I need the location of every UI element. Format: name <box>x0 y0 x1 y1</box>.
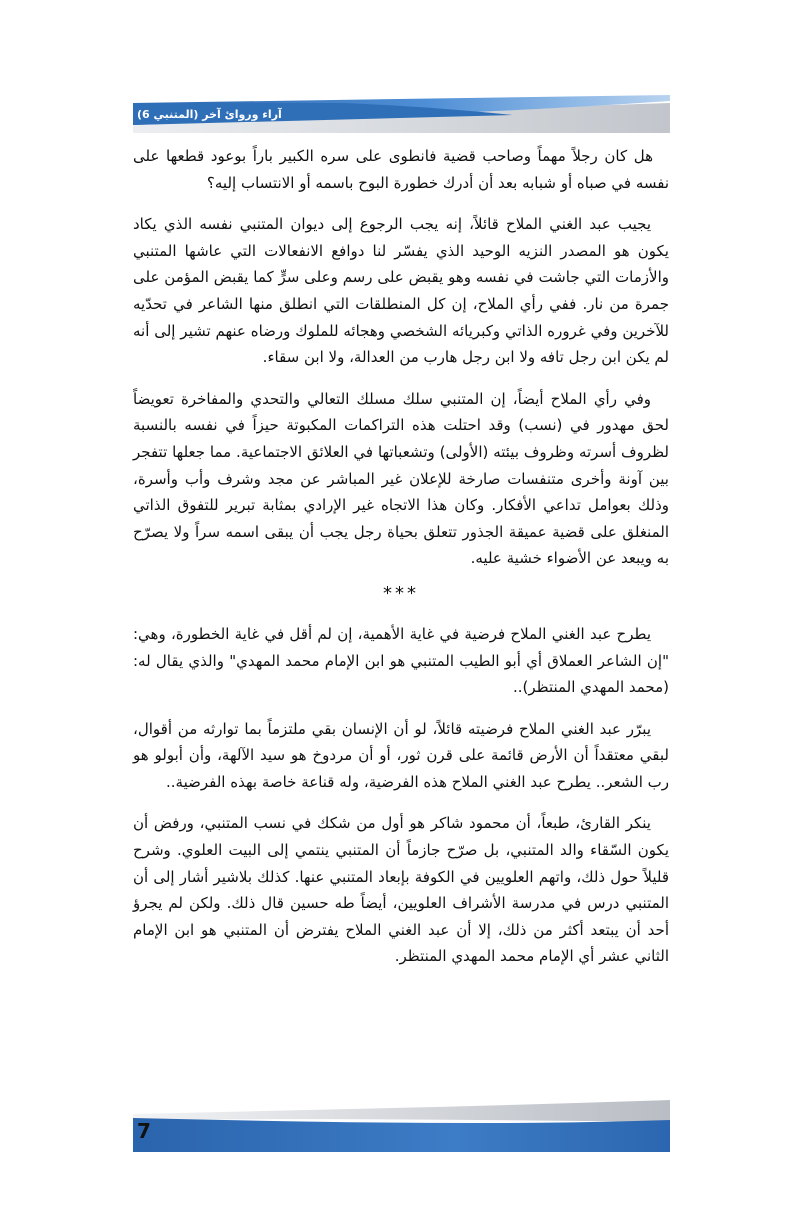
paragraph-3: وفي رأي الملاح أيضاً، إن المتنبي سلك مسلك التعالي والتحدي والمفاخرة تعويضاً لحق مهدور في (نسب) وقد احتلت هذه التراكمات المكبوتة حيزاً في نفسه بالنسبة لظروف أسرته وظروف بيئته (الأولى) وتشعباتها في العلائق الاجتماعية. مما جعلها تتفجر بين آونة وأخرى متنفسات صارخة للإعلان غير المباشر عن مجد وشرف وأب وأسرة، وذلك بعوامل تداعي الأفكار. وكان هذا الاتجاه غير الإرادي بمثابة تبرير للتفوق الذاتي المنغلق على قضية عميقة الجذور تتعلق بحياة رجل يجب أن يبقى اسمه سراً ولا يصرّح به ويبعد عن الأضواء خشية عليه. <box>133 389 669 568</box>
footer-band <box>133 1100 670 1152</box>
paragraph-5: يبرّر عبد الغني الملاح فرضيته قائلاً، لو أن الإنسان بقي ملتزماً بما توارثه من أقوال، لبقي معتقداً أن الأرض قائمة على قرن ثور، أو أن مردوخ هو سيد الآلهة، وأن أبولو هو رب الشعر.. يطرح عبد الغني الملاح هذه الفرضية، وله قناعة خاصة بهذه الفرضية.. <box>133 719 669 791</box>
paragraph-4: يطرح عبد الغني الملاح فرضية في غاية الأهمية، إن لم أقل في غاية الخطورة، وهي: "إن الشاعر العملاق أي أبو الطيب المتنبي هو ابن الإمام محمد المهدي" والذي يقال له: (محمد المهدي المنتظر).. <box>133 624 669 697</box>
footer-swoosh <box>133 1100 670 1152</box>
paragraph-6: ينكر القارئ، طبعاً، أن محمود شاكر هو أول من شكك في نسب المتنبي، ورفض أن يكون السّقاء والد المتنبي، بل صرّح جازماً أن المتنبي ينتمي إلى البيت العلوي. وشرح قليلاً حول ذلك، واتهم العلويين في الكوفة بإبعاد المتنبي عنها. كذلك بلاشير أشار إلى أن المتنبي درس في مدرسة الأشراف العلويين، أيضاً طه حسين قال ذلك. ولكن لم يجرؤ أحد أن يبتعد أكثر من ذلك، إلا أن عبد الغني الملاح يفترض أن المتنبي هو ابن الإمام الثاني عشر أي الإمام محمد المهدي المنتظر. <box>133 814 669 966</box>
paragraph-1: هل كان رجلاً مهماً وصاحب قضية فانطوى على سره الكبير باراً بوعود قطعها على نفسه في صباه أو شبابه بعد أن أدرك خطورة البوح باسمه أو الانتساب إليه؟ <box>133 147 669 192</box>
page-number: 7 <box>137 1119 151 1143</box>
paragraph-2: يجيب عبد الغني الملاح قائلاً، إنه يجب الرجوع إلى ديوان المتنبي نفسه الذي يكاد يكون هو المصدر النزيه الوحيد الذي يفسّر لنا دوافع الانفعالات التي عاشها المتنبي والأزمات التي جاشت في نفسه وهو يقبض على رسم وعلى سرٍّ كما يقبض المؤمن على جمرة من نار. ففي رأي الملاح، إن كل المنطلقات التي انطلق منها الشاعر في تحدّيه للآخرين وفي غروره الذاتي وكبريائه الشخصي وهجائه للملوك ورضاه عنهم تشير إلى أنه لم يكن ابن رجل تافه ولا ابن رجل هارب من العدالة، ولا ابن سقاء. <box>133 215 669 367</box>
article-body <box>133 143 669 970</box>
header-band <box>133 95 670 133</box>
running-header-title: آراء وروائ آخر (المتنبي 6) <box>137 108 282 121</box>
section-separator: *** <box>383 582 419 604</box>
